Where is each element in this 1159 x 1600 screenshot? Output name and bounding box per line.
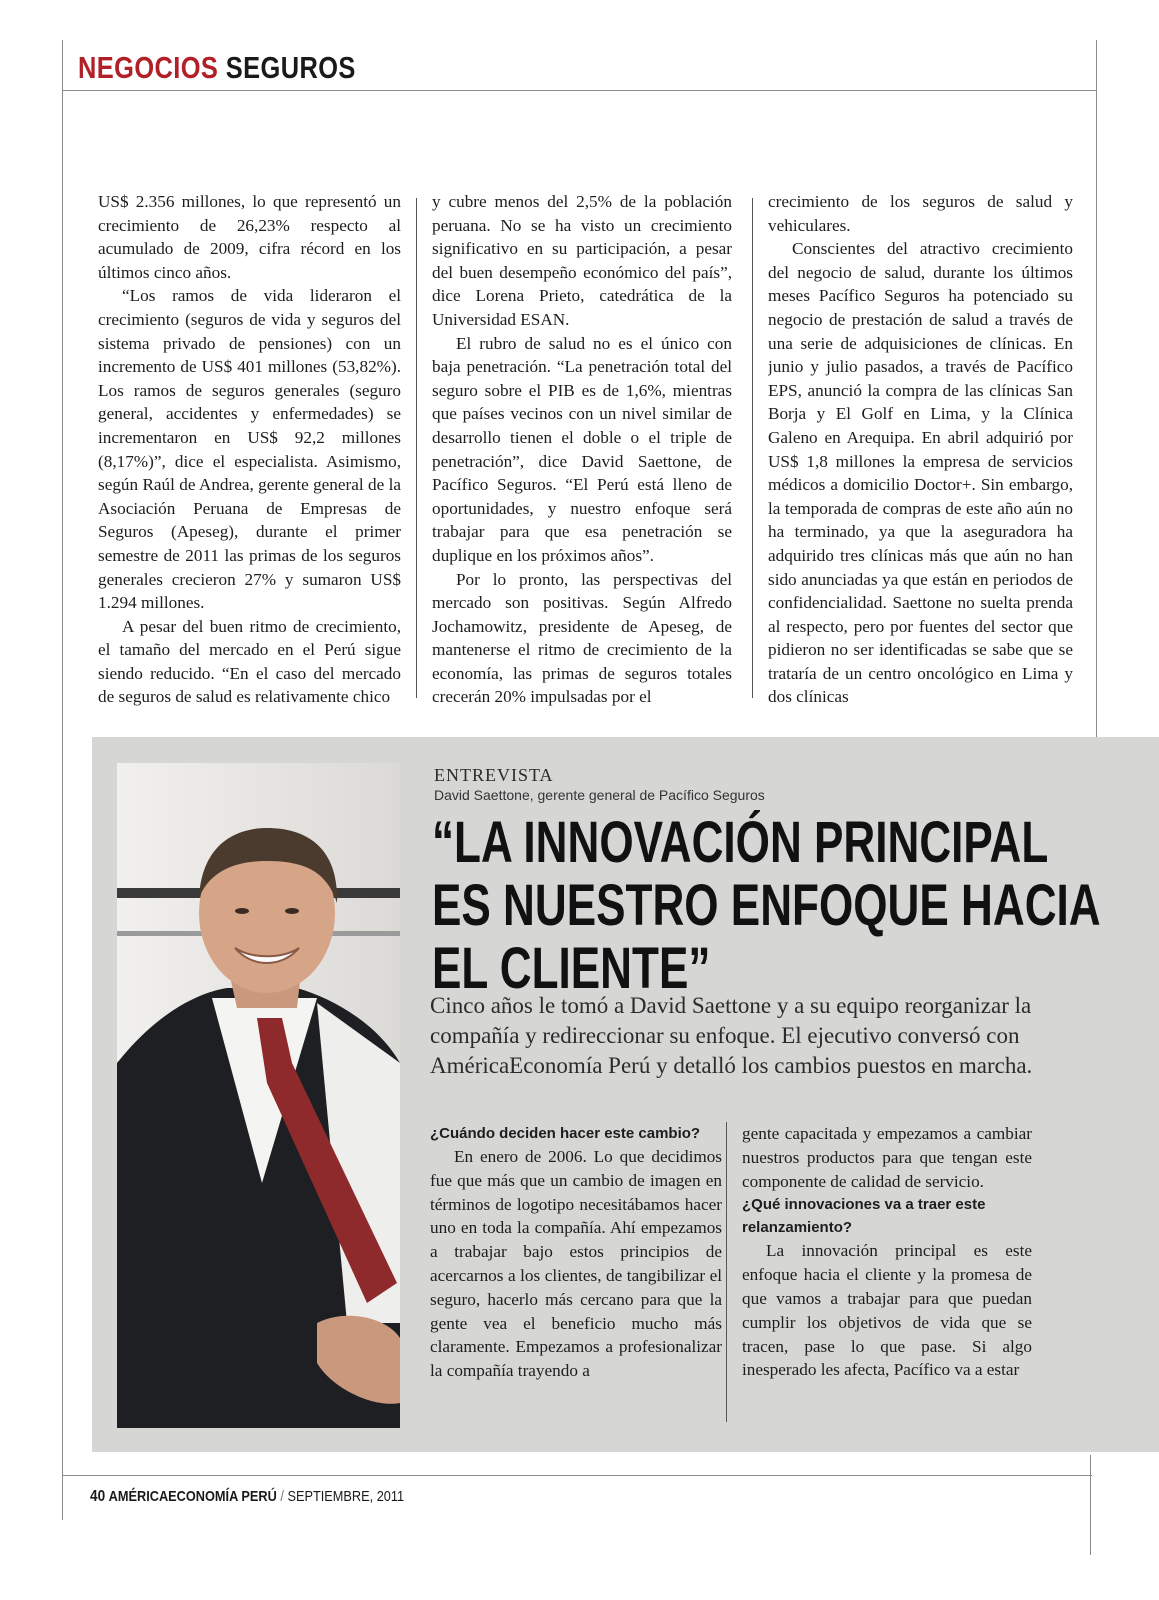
left-margin-rule [62, 40, 63, 1520]
section-header [78, 50, 356, 86]
interview-lead: Cinco años le tomó a David Saettone y a su equipo reorganizar la compañía y redireccionar su enfoque. El ejecutivo conversó con AméricaEconomía Perú y detalló los cambios puestos en marcha. [430, 993, 1033, 1078]
interview-subject: David Saettone, gerente general de Pacífico Seguros [434, 787, 765, 803]
interview-answer: La innovación principal es este enfoque hacia el cliente y la promesa de que vamos a trabajar para que puedan cumplir los objetivos de vida que se tracen, pase lo que pase. Si algo inesperado les afecta, Pacífico va a estar [742, 1241, 1032, 1380]
article-column-3 [768, 190, 1073, 710]
interview-headline: “LA INNOVACIÓN PRINCIPAL ES NUESTRO ENFOQUE HACIA EL CLIENTE” [432, 810, 1099, 1001]
interview-answer-cont: gente capacitada y empezamos a cambiar nuestros productos para que tengan este componente de calidad de servicio. [742, 1124, 1032, 1191]
paragraph: y cubre menos del 2,5% de la población peruana. No se ha visto un crecimiento significativo en su participación, a pesar del buen desempeño económico del país”, dice Lorena Prieto, catedrática de la Universidad ESAN. [432, 192, 732, 329]
portrait-illustration [117, 763, 400, 1428]
paragraph: Conscientes del atractivo crecimiento del negocio de salud, durante los últimos meses Pacífico Seguros ha potenciado su negocio de prestación de salud a través de una serie de adquisiciones de clínicas. En junio y julio pasados, a través de Pacífico EPS, anunció la compra de las clínicas San Borja y El Golf en Lima, y la Clínica Galeno en Arequipa. En abril adquirió por US$ 1,8 millones la empresa de servicios médicos a domicilio Doctor+. Sin embargo, la temporada de compras de este año aún no ha terminado, ya que la aseguradora ha adquirido tres clínicas más que aún no han sido anunciadas ya que están en periodos de confidencialidad. Saettone no suelta prenda al respecto, pero por fuentes del sector que pidieron no ser identificadas se sabe que se trataría de un centro oncológico en Lima y dos clínicas [768, 239, 1073, 707]
paragraph: “Los ramos de vida lideraron el crecimiento (seguros de vida y seguros del sistema privado de pensiones) con un incremento de US$ 401 millones (53,82%). Los ramos de seguros generales (seguro general, accidentes y enfermedades) se incrementaron en US$ 92,2 millones (8,17%)”, dice el especialista. Asimismo, según Raúl de Andrea, gerente general de la Asociación Peruana de Empresas de Seguros (Apeseg), durante el primer semestre de 2011 las primas de los seguros generales crecieron 27% y sumaron US$ 1.294 millones. [98, 286, 401, 613]
right-margin-rule-bottom [1090, 1455, 1091, 1555]
page-footer [90, 1488, 404, 1506]
section-name: NEGOCIOS [78, 50, 219, 85]
interview-question: ¿Qué innovaciones va a traer este relanzamiento? [742, 1196, 986, 1237]
interview-label: ENTREVISTA [434, 765, 554, 785]
executive-portrait-photo [117, 763, 400, 1428]
footer-rule [62, 1475, 1092, 1476]
right-margin-rule [1096, 40, 1097, 740]
article-column-2 [432, 190, 732, 710]
paragraph: US$ 2.356 millones, lo que representó un crecimiento de 26,23% respecto al acumulado de 2009, cifra récord en los últimos cinco años. [98, 192, 401, 282]
paragraph: A pesar del buen ritmo de crecimiento, el tamaño del mercado en el Perú sigue siendo reducido. “En el caso del mercado de seguros de salud es relativamente chico [98, 616, 401, 707]
header-rule [62, 90, 1096, 91]
paragraph: crecimiento de los seguros de salud y vehiculares. [768, 192, 1073, 235]
magazine-name: AMÉRICAECONOMÍA PERÚ [108, 1488, 277, 1505]
interview-box [92, 737, 1159, 1452]
subsection-name: SEGUROS [225, 50, 356, 85]
column-divider-1 [416, 198, 417, 698]
footer-separator: / [280, 1488, 284, 1505]
paragraph: El rubro de salud no es el único con baja penetración. “La penetración total del seguro sobre el PIB es de 1,6%, mientras que países vecinos con un nivel similar de desarrollo tienen el doble o el triple de penetración”, dice David Saettone, de Pacífico Seguros. “El Perú está lleno de oportunidades, y nuestro enfoque será trabajar para que esa penetración se duplique en los próximos años”. [432, 333, 732, 565]
interview-column-divider [726, 1122, 727, 1422]
paragraph: Por lo pronto, las perspectivas del mercado son positivas. Según Alfredo Jochamowitz, presidente de Apeseg, de mantenerse el ritmo de crecimiento de la economía, las primas de seguros totales crecerán 20% impulsadas por el [432, 569, 732, 707]
issue-date: SEPTIEMBRE, 2011 [287, 1488, 405, 1505]
article-column-1 [98, 190, 401, 710]
interview-question: ¿Cuándo deciden hacer este cambio? [430, 1125, 701, 1142]
interview-column-1 [430, 1122, 722, 1447]
interview-answer: En enero de 2006. Lo que decidimos fue que más que un cambio de imagen en términos de logotipo necesitábamos hacer uno en toda la compañía. Ahí empezamos a trabajar bajo estos principios de acercarnos a los clientes, de tangibilizar el seguro, hacerlo más cercano para que la gente vea el beneficio mucho más claramente. Empezamos a profesionalizar la compañía trayendo a [430, 1147, 722, 1381]
column-divider-2 [752, 198, 753, 698]
page-number: 40 [90, 1488, 106, 1505]
interview-column-2 [742, 1122, 1032, 1447]
